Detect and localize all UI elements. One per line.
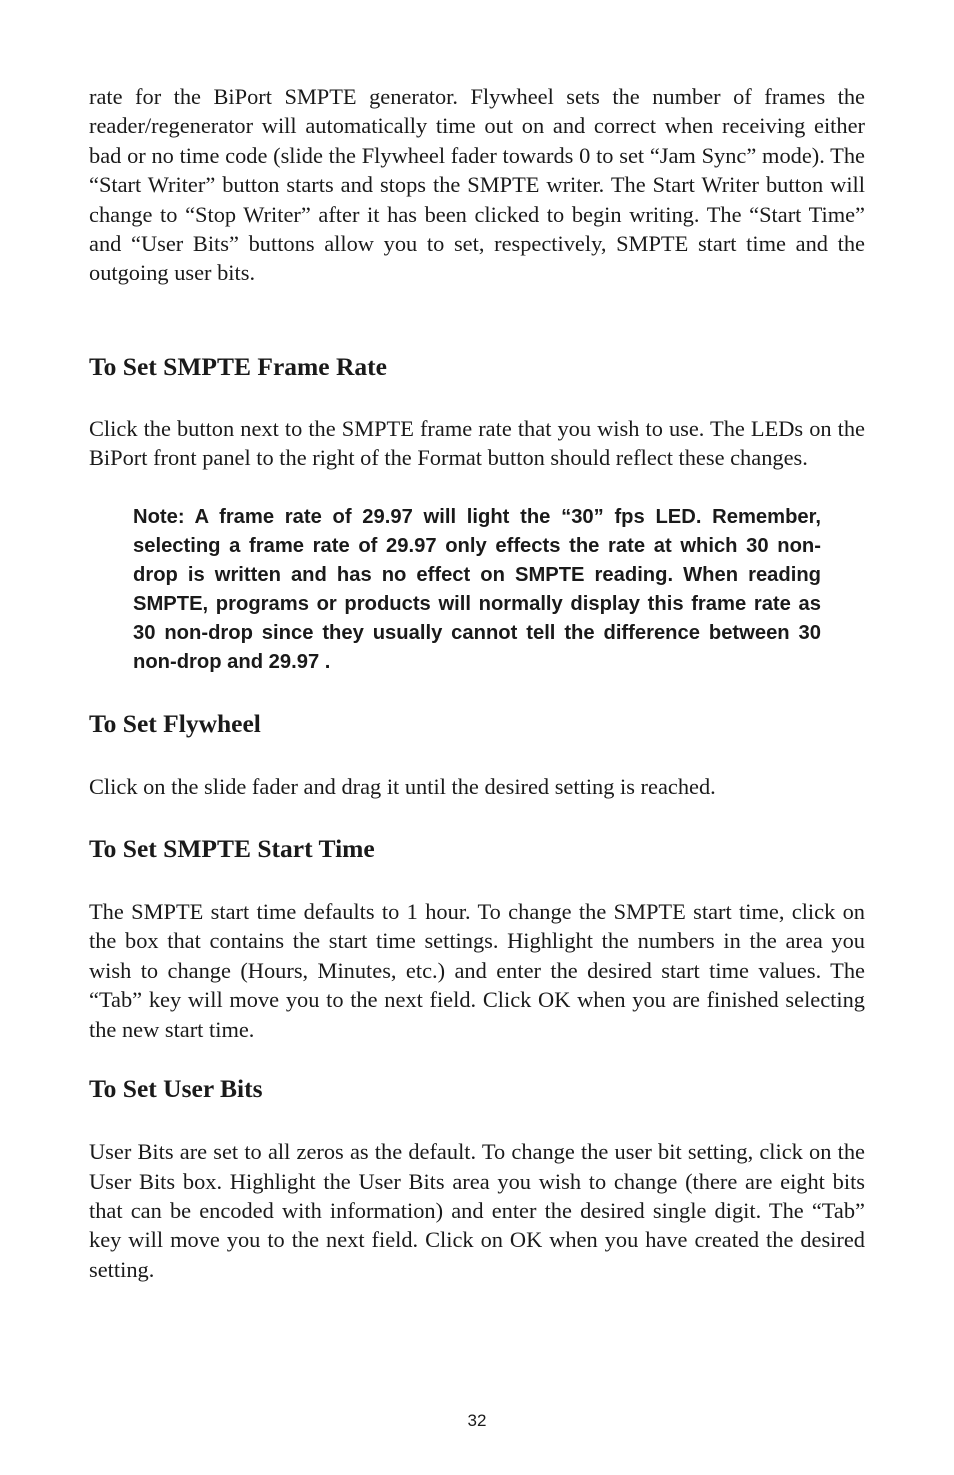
user-bits-paragraph: User Bits are set to all zeros as the default. To change the user bit setting, click on the User Bits box. Highlight the User Bits area you wish to change (there are eight bits that can be encoded with information) and enter the desired single digit. The “Tab” key will move you to the next field. Click on OK when you have created the desired setting.: [89, 1139, 865, 1282]
frame-rate-paragraph: Click the button next to the SMPTE frame rate that you wish to use. The LEDs on the BiPort front panel to the right of the Format button should reflect these changes.: [89, 415, 865, 471]
start-time-paragraph: The SMPTE start time defaults to 1 hour. To change the SMPTE start time, click on the box that contains the start time settings. Highlight the numbers in the area you wish to change (Hours, Minutes, etc.) and enter the desired start time values. The “Tab” key will move you to the next field. Click OK when you are finished selecting the new start time.: [89, 899, 865, 1042]
frame-rate-note: Note: A frame rate of 29.97 will light the “30” fps LED. Remember, selecting a frame rate of 29.97 only effects the rate at which 30 non-drop is written and has no effect on SMPTE reading. When reading SMPTE, programs or products will normally display this frame rate as 30 non-drop since they usually cannot tell the difference between 30 non-drop and 29.97 .: [133, 505, 821, 673]
manual-page: [89, 82, 865, 1284]
start-time-heading: To Set SMPTE Start Time: [89, 834, 375, 864]
user-bits-heading: To Set User Bits: [89, 1074, 263, 1104]
flywheel-paragraph: Click on the slide fader and drag it until the desired setting is reached.: [89, 773, 716, 799]
intro-paragraph: rate for the BiPort SMPTE generator. Flywheel sets the number of frames the reader/regenerator will automatically time out on and correct when receiving either bad or no time code (slide the Flywheel fader towards 0 to set “Jam Sync” mode). The “Start Writer” button starts and stops the SMPTE writer. The Start Writer button will change to “Stop Writer” after it has been clicked to begin writing. The “Start Time” and “User Bits” buttons allow you to set, respectively, SMPTE start time and the outgoing user bits.: [89, 84, 865, 286]
frame-rate-heading: To Set SMPTE Frame Rate: [89, 351, 387, 381]
flywheel-heading: To Set Flywheel: [89, 708, 261, 738]
page-number: 32: [467, 1411, 487, 1430]
